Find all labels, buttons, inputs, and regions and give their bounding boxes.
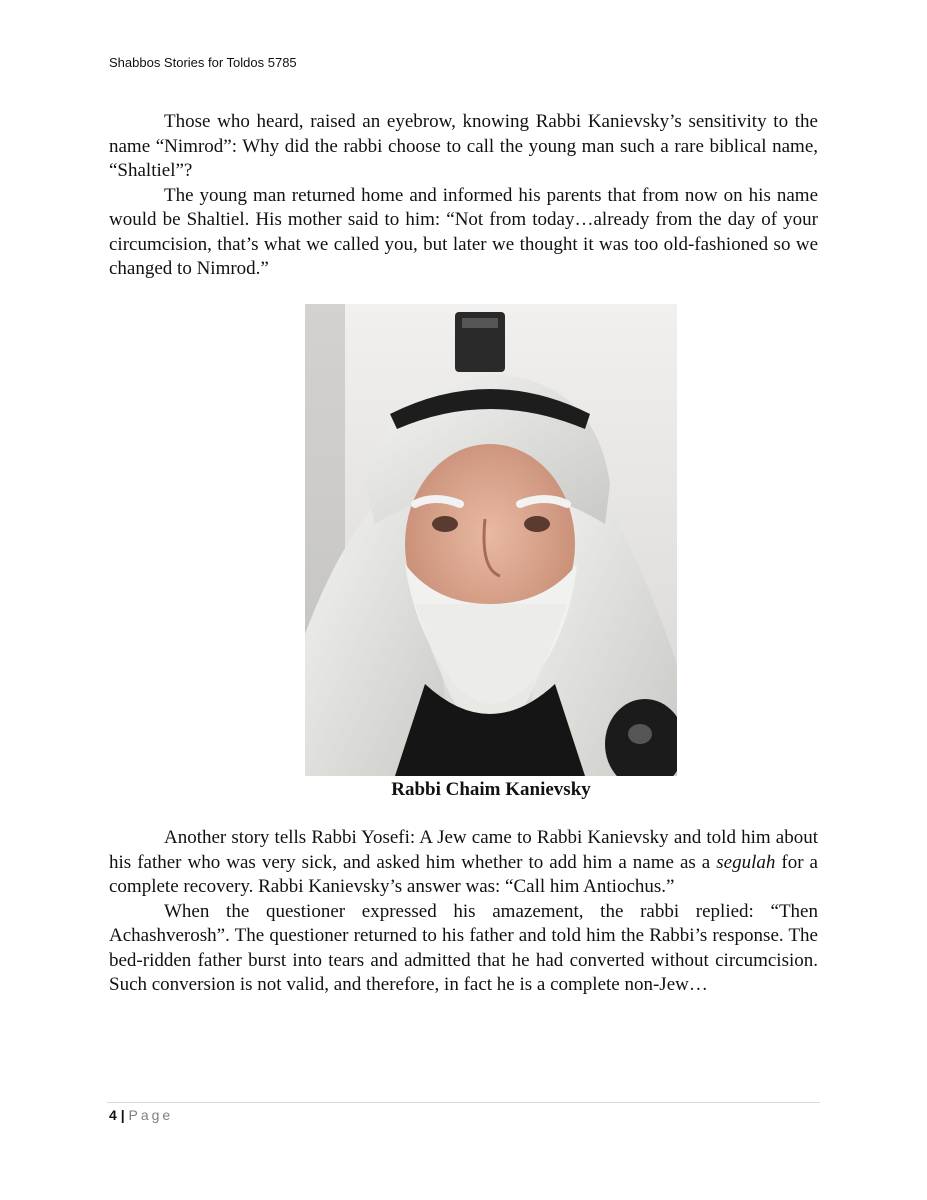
paragraph: The young man returned home and informed his parents that from now on his name would be Shaltiel. His mother said to him: “Not from today…already from the day of your circumcision, that’s what we called you, but later we thought it was too old-fashioned so we changed to Nimrod.”	[109, 184, 818, 279]
paragraph-text: for a complete recovery. Rabbi Kanievsky’s answer was: “Call him Antiochus.”	[109, 851, 818, 897]
page-label: Page	[128, 1107, 174, 1123]
portrait-photo	[305, 304, 677, 776]
paragraph-text: Another story tells Rabbi Yosefi: A Jew came to Rabbi Kanievsky and told him about his father who was very sick, and asked him whether to add him a name as a	[109, 827, 818, 873]
page-number: 4	[109, 1107, 117, 1123]
paragraph: When the questioner expressed his amazement, the rabbi replied: “Then Achashverosh”. The questioner returned to his father and told him the Rabbi’s response. The bed-ridden father burst into tears and admitted that he had converted without circumcision. Such conversion is not valid, and therefore, in fact he is a complete non-Jew…	[109, 900, 818, 995]
photo-caption: Rabbi Chaim Kanievsky	[391, 779, 591, 800]
running-header: Shabbos Stories for Toldos 5785	[109, 55, 297, 70]
footer-divider	[107, 1102, 820, 1103]
story-text-top	[109, 110, 818, 282]
italic-term: segulah	[716, 851, 776, 873]
footer-separator: |	[120, 1107, 125, 1123]
paragraph	[109, 826, 818, 900]
page-footer	[109, 1107, 173, 1123]
paragraph: Those who heard, raised an eyebrow, knowing Rabbi Kanievsky’s sensitivity to the name “Nimrod”: Why did the rabbi choose to call the young man such a rare biblical name, “Shaltiel”?	[109, 111, 818, 181]
story-text-bottom	[109, 826, 818, 998]
